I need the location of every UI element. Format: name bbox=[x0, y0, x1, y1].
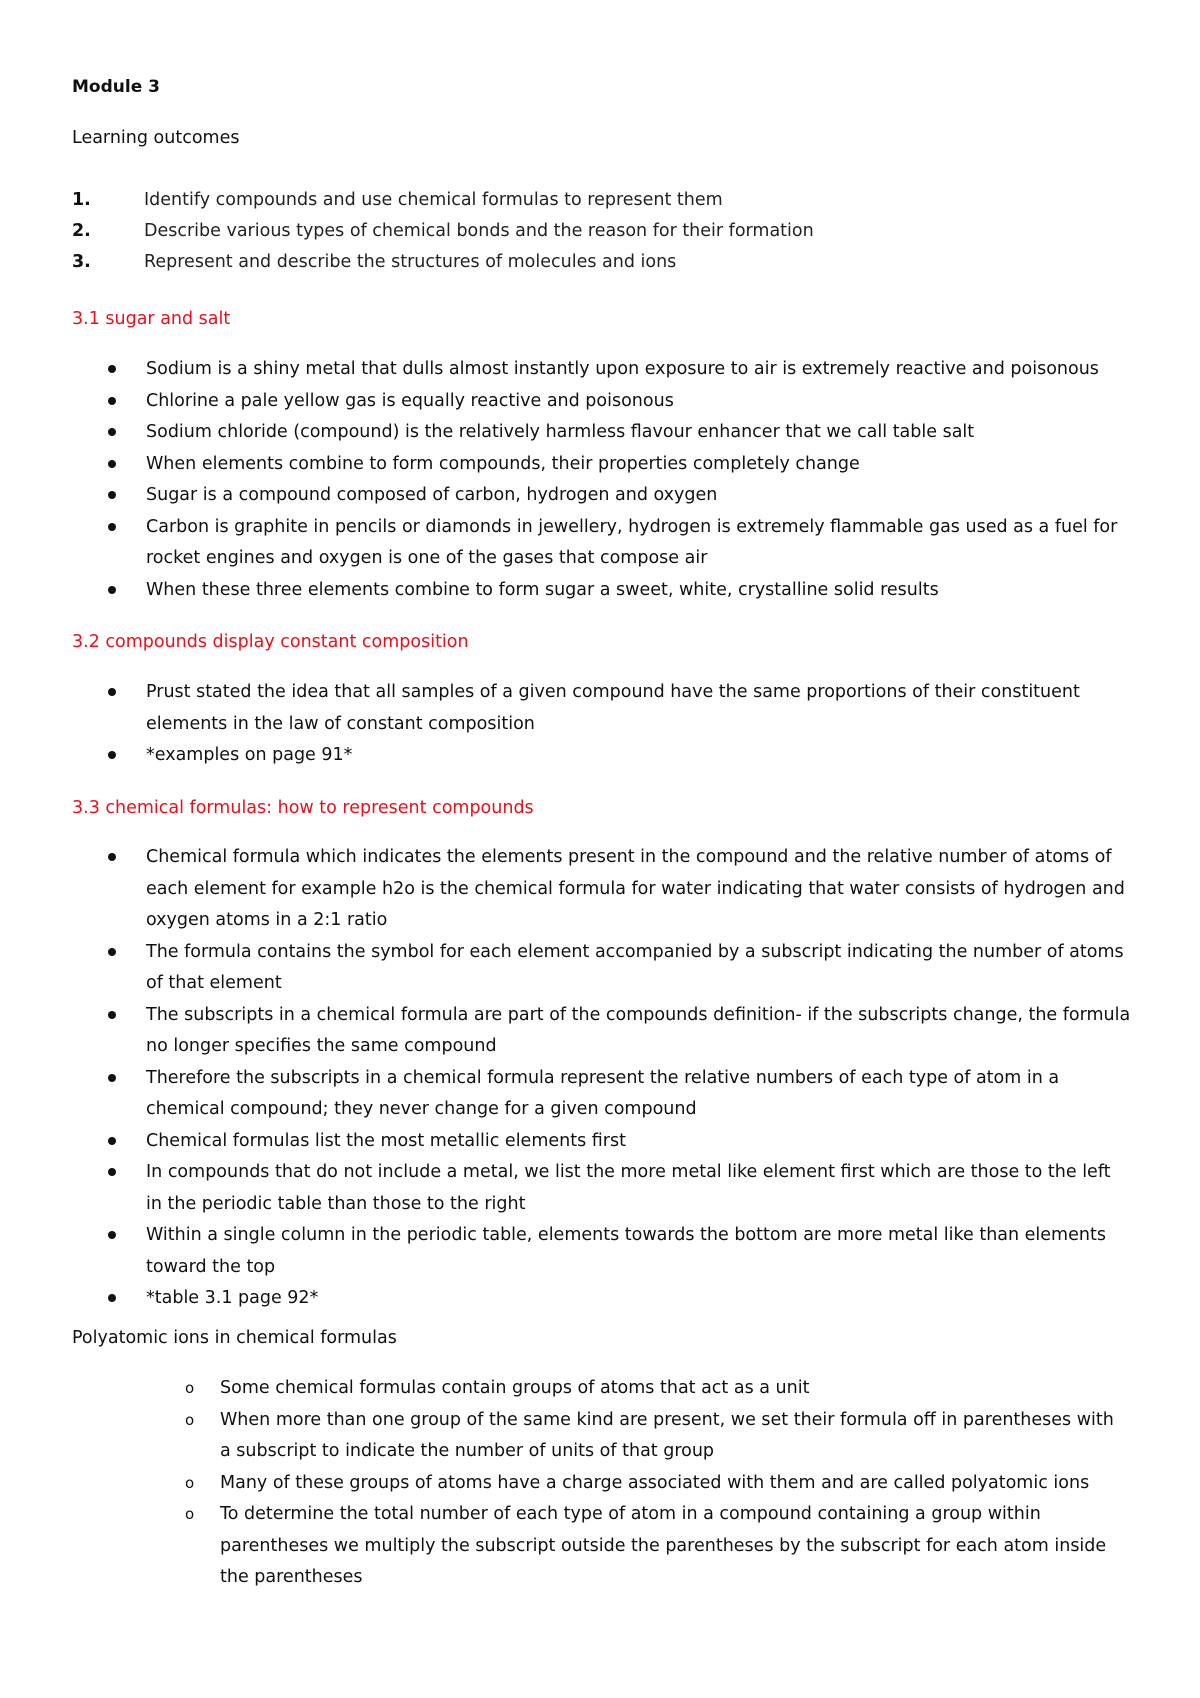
bullet-icon bbox=[108, 1294, 116, 1302]
list-item bbox=[0, 937, 1131, 1000]
bullet-icon bbox=[108, 1011, 116, 1019]
list-item bbox=[0, 1000, 1131, 1063]
list-item bbox=[0, 1220, 1131, 1283]
bullet-icon bbox=[108, 1231, 116, 1239]
bullet-icon bbox=[108, 365, 116, 373]
outcome-item bbox=[72, 250, 1132, 281]
list-item bbox=[0, 354, 1131, 386]
list-item-text: Carbon is graphite in pencils or diamonds in jewellery, hydrogen is extremely flammable gas used as a fuel for rocket engines and oxygen is one of the gases that compose air bbox=[146, 516, 1118, 568]
learning-outcomes-title: Learning outcomes bbox=[72, 128, 240, 148]
list-item bbox=[0, 1126, 1131, 1158]
bullet-icon bbox=[108, 853, 116, 861]
section-3-3-heading: 3.3 chemical formulas: how to represent compounds bbox=[72, 798, 534, 818]
bullet-icon bbox=[108, 1168, 116, 1176]
circle-bullet-icon: o bbox=[185, 1410, 195, 1429]
bullet-icon bbox=[108, 586, 116, 594]
list-item bbox=[0, 512, 1131, 575]
module-title: Module 3 bbox=[72, 77, 160, 97]
list-item bbox=[0, 1468, 1130, 1500]
list-item-text: The formula contains the symbol for each element accompanied by a subscript indicating the number of atoms of that element bbox=[146, 941, 1124, 993]
list-item bbox=[0, 417, 1131, 449]
list-item-text: *examples on page 91* bbox=[146, 745, 353, 765]
bullet-icon bbox=[108, 948, 116, 956]
list-item-text: In compounds that do not include a metal, we list the more metal like element first which are those to the left in the periodic table than those to the right bbox=[146, 1162, 1111, 1214]
bullet-icon bbox=[108, 428, 116, 436]
list-item-text: The subscripts in a chemical formula are part of the compounds definition- if the subscripts change, the formula no longer specifies the same compound bbox=[146, 1004, 1131, 1056]
section-3-1-list bbox=[0, 354, 1131, 606]
outcome-number: 2. bbox=[72, 221, 91, 241]
list-item-text: Many of these groups of atoms have a charge associated with them and are called polyatomic ions bbox=[220, 1472, 1090, 1493]
bullet-icon bbox=[108, 491, 116, 499]
list-item-text: *table 3.1 page 92* bbox=[146, 1288, 319, 1308]
list-item-text: Prust stated the idea that all samples of a given compound have the same proportions of their constituent elements in the law of constant composition bbox=[146, 682, 1080, 734]
bullet-icon bbox=[108, 1074, 116, 1082]
list-item-text: Within a single column in the periodic table, elements towards the bottom are more metal like than elements toward the top bbox=[146, 1225, 1106, 1277]
list-item-text: Chemical formula which indicates the elements present in the compound and the relative number of atoms of each element for example h2o is the chemical formula for water indicating that water consists of hydrogen and oxygen atoms in a 2:1 ratio bbox=[146, 847, 1125, 930]
circle-bullet-icon: o bbox=[185, 1379, 195, 1397]
section-3-1-heading: 3.1 sugar and salt bbox=[72, 309, 231, 329]
list-item bbox=[0, 449, 1131, 481]
list-item bbox=[0, 575, 1131, 607]
outcome-item bbox=[72, 219, 1132, 250]
outcome-text: Describe various types of chemical bonds and the reason for their formation bbox=[144, 221, 814, 241]
list-item-text: Chlorine a pale yellow gas is equally reactive and poisonous bbox=[146, 390, 674, 411]
list-item bbox=[0, 1157, 1131, 1220]
list-item bbox=[0, 740, 1131, 772]
list-item-text: Sugar is a compound composed of carbon, hydrogen and oxygen bbox=[146, 485, 718, 505]
list-item bbox=[0, 1405, 1130, 1468]
list-item-text: When these three elements combine to form sugar a sweet, white, crystalline solid results bbox=[146, 579, 939, 600]
list-item-text: To determine the total number of each type of atom in a compound containing a group within parentheses we multiply the subscript outside the parentheses by the subscript for each atom inside the parentheses bbox=[220, 1504, 1107, 1587]
list-item bbox=[0, 480, 1131, 512]
circle-bullet-icon: o bbox=[185, 1473, 195, 1492]
polyatomic-list bbox=[0, 1373, 1130, 1594]
bullet-icon bbox=[108, 1137, 116, 1145]
outcome-number: 3. bbox=[72, 252, 91, 272]
list-item bbox=[0, 1373, 1130, 1405]
circle-bullet-icon: o bbox=[185, 1505, 195, 1523]
outcome-text: Represent and describe the structures of molecules and ions bbox=[144, 252, 677, 272]
list-item bbox=[0, 842, 1131, 937]
list-item bbox=[0, 677, 1131, 740]
bullet-icon bbox=[108, 523, 116, 531]
learning-outcomes-list bbox=[72, 188, 1132, 281]
section-3-3-list bbox=[0, 842, 1131, 1315]
section-3-2-heading: 3.2 compounds display constant composition bbox=[72, 632, 469, 652]
list-item-text: Sodium is a shiny metal that dulls almost instantly upon exposure to air is extremely reactive and poisonous bbox=[146, 359, 1099, 379]
list-item bbox=[0, 1063, 1131, 1126]
list-item-text: When more than one group of the same kind are present, we set their formula off in parentheses with a subscript to indicate the number of units of that group bbox=[220, 1409, 1114, 1461]
section-3-2-list bbox=[0, 677, 1131, 772]
bullet-icon bbox=[108, 397, 116, 405]
outcome-text: Identify compounds and use chemical formulas to represent them bbox=[144, 190, 723, 210]
polyatomic-heading: Polyatomic ions in chemical formulas bbox=[72, 1328, 397, 1348]
list-item-text: Therefore the subscripts in a chemical formula represent the relative numbers of each type of atom in a chemical compound; they never change for a given compound bbox=[146, 1067, 1060, 1119]
bullet-icon bbox=[108, 460, 116, 468]
list-item-text: When elements combine to form compounds, their properties completely change bbox=[146, 453, 860, 474]
list-item bbox=[0, 386, 1131, 418]
list-item-text: Sodium chloride (compound) is the relatively harmless flavour enhancer that we call table salt bbox=[146, 422, 975, 442]
list-item-text: Some chemical formulas contain groups of atoms that act as a unit bbox=[220, 1378, 810, 1398]
outcome-item bbox=[72, 188, 1132, 219]
bullet-icon bbox=[108, 751, 116, 759]
list-item bbox=[0, 1283, 1131, 1315]
list-item bbox=[0, 1499, 1130, 1594]
outcome-number: 1. bbox=[72, 190, 91, 210]
list-item-text: Chemical formulas list the most metallic elements first bbox=[146, 1130, 626, 1151]
bullet-icon bbox=[108, 688, 116, 696]
